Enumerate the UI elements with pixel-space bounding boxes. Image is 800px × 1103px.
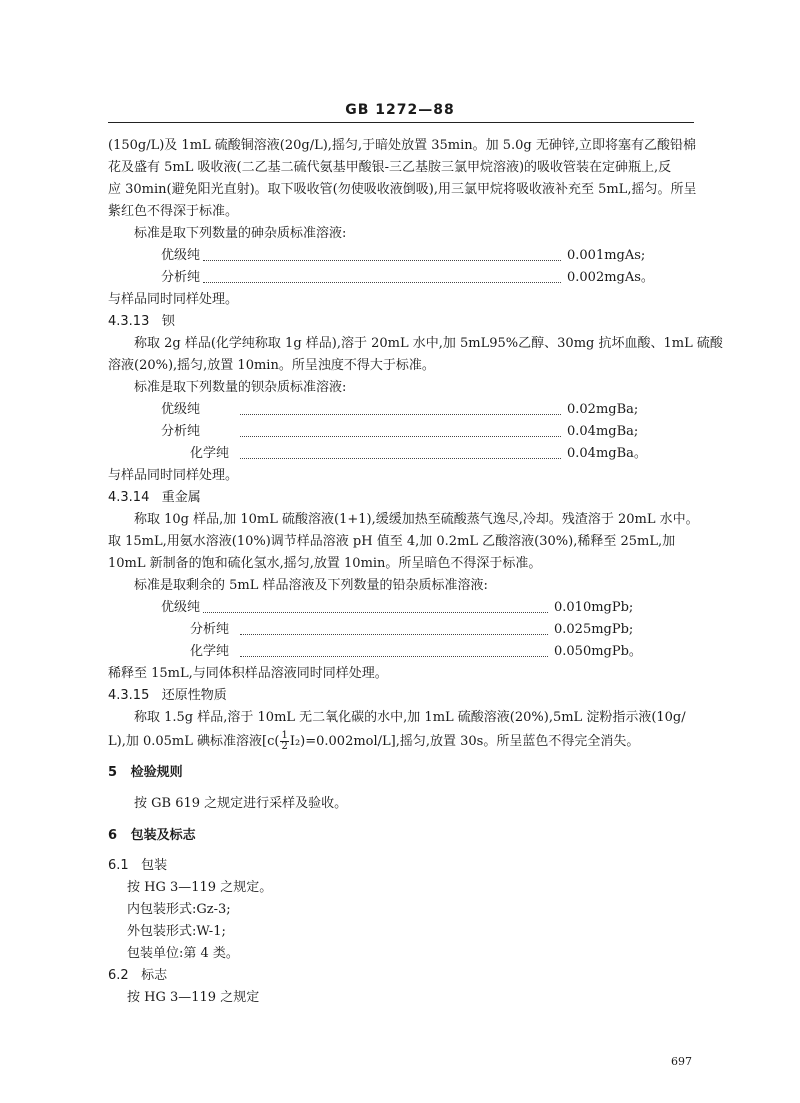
arsenic-line-4: 紫红色不得深于标准。 xyxy=(108,204,239,219)
reducing-line-1: 称取 1.5g 样品,溶于 10mL 无二氧化碳的水中,加 1mL 硫酸溶液(20%),5mL 淀粉指示液(10g/ xyxy=(134,710,686,725)
barium-amount-3: 0.04mgBa。 xyxy=(567,446,647,461)
heavy-metals-grade-3: 化学纯 xyxy=(190,644,230,659)
packaging-line-4: 包装单位:第 4 类。 xyxy=(127,946,239,961)
dot-leader xyxy=(240,436,561,437)
section-number: 4.3.15 xyxy=(108,688,150,703)
heavy-metals-grade-2: 分析纯 xyxy=(190,622,230,637)
heavy-metals-tail: 稀释至 15mL,与同体积样品溶液同时同样处理。 xyxy=(108,666,388,681)
page-number: 697 xyxy=(671,1055,692,1068)
heavy-metals-standard-intro: 标准是取剩余的 5mL 样品溶液及下列数量的铅杂质标准溶液: xyxy=(134,578,488,593)
arsenic-line-2: 花及盛有 5mL 吸收液(二乙基二硫代氨基甲酸银-三乙基胺三氯甲烷溶液)的吸收管装在定砷瓶上,反 xyxy=(108,160,672,175)
section-6-heading xyxy=(108,829,196,842)
dot-leader xyxy=(240,458,561,459)
section-5-body: 按 GB 619 之规定进行采样及验收。 xyxy=(134,796,348,811)
arsenic-standard-intro: 标准是取下列数量的砷杂质标准溶液: xyxy=(134,226,347,241)
section-title: 包装 xyxy=(141,858,168,873)
section-number: 6 xyxy=(108,828,118,843)
barium-line-2: 溶液(20%),摇匀,放置 10min。所呈浊度不得大于标准。 xyxy=(108,358,435,373)
section-number: 6.1 xyxy=(108,858,129,873)
barium-line-1: 称取 2g 样品(化学纯称取 1g 样品),溶于 20mL 水中,加 5mL95%乙醇、30mg 抗坏血酸、1mL 硫酸 xyxy=(134,336,723,351)
section-number: 4.3.14 xyxy=(108,490,150,505)
barium-grade-1: 优级纯 xyxy=(161,402,201,417)
barium-grade-3: 化学纯 xyxy=(190,446,230,461)
dot-leader xyxy=(240,634,548,635)
reducing-line-2-end: I₂)=0.002mol/L],摇匀,放置 30s。所呈蓝色不得完全消失。 xyxy=(289,734,640,749)
fraction-numerator: 1 xyxy=(281,730,288,741)
heavy-metals-grade-1: 优级纯 xyxy=(161,600,201,615)
fraction-denominator: 2 xyxy=(281,741,288,752)
packaging-line-3: 外包装形式:W-1; xyxy=(127,924,226,939)
arsenic-line-3: 应 30min(避免阳光直射)。取下吸收管(勿使吸收液倒吸),用三氯甲烷将吸收液补充至 5mL,摇匀。所呈 xyxy=(108,182,697,197)
heavy-metals-line-3: 10mL 新制备的饱和硫化氢水,摇匀,放置 10min。所呈暗色不得深于标准。 xyxy=(108,556,542,571)
barium-amount-2: 0.04mgBa; xyxy=(567,424,639,439)
section-4-3-13-heading xyxy=(108,315,175,328)
section-4-3-15-heading xyxy=(108,689,227,702)
reducing-line-2 xyxy=(108,731,639,752)
section-6-1-heading xyxy=(108,859,167,872)
section-number: 4.3.13 xyxy=(108,314,150,329)
heavy-metals-amount-2: 0.025mgPb; xyxy=(554,622,634,637)
section-title: 包装及标志 xyxy=(130,828,196,843)
section-title: 钡 xyxy=(161,314,175,329)
arsenic-grade-2: 分析纯 xyxy=(161,270,201,285)
fraction xyxy=(280,731,288,752)
dot-leader xyxy=(203,260,561,261)
section-title: 标志 xyxy=(141,968,168,983)
dot-leader xyxy=(203,612,548,613)
section-title: 检验规则 xyxy=(130,765,183,780)
arsenic-amount-2: 0.002mgAs。 xyxy=(567,270,654,285)
heavy-metals-amount-1: 0.010mgPb; xyxy=(554,600,634,615)
section-title: 重金属 xyxy=(161,490,201,505)
dot-leader xyxy=(203,282,561,283)
arsenic-grade-1: 优级纯 xyxy=(161,248,201,263)
section-title: 还原性物质 xyxy=(161,688,227,703)
barium-grade-2: 分析纯 xyxy=(161,424,201,439)
barium-amount-1: 0.02mgBa; xyxy=(567,402,639,417)
arsenic-amount-1: 0.001mgAs; xyxy=(567,248,646,263)
arsenic-line-1: (150g/L)及 1mL 硫酸铜溶液(20g/L),摇匀,于暗处放置 35min。加 5.0g 无砷锌,立即将塞有乙酸铅棉 xyxy=(108,138,696,153)
heavy-metals-line-1: 称取 10g 样品,加 10mL 硫酸溶液(1+1),缓缓加热至硫酸蒸气逸尽,冷却。残渣溶于 20mL 水中。 xyxy=(134,512,699,527)
heavy-metals-line-2: 取 15mL,用氨水溶液(10%)调节样品溶液 pH 值至 4,加 0.2mL 乙酸溶液(30%),稀释至 25mL,加 xyxy=(108,534,676,549)
section-number: 5 xyxy=(108,765,118,780)
barium-tail: 与样品同时同样处理。 xyxy=(108,468,239,483)
arsenic-tail: 与样品同时同样处理。 xyxy=(108,292,239,307)
standard-code-header: GB 1272—88 xyxy=(345,102,455,118)
packaging-line-1: 按 HG 3—119 之规定。 xyxy=(127,880,273,895)
reducing-line-2-start: L),加 0.05mL 碘标准溶液[c( xyxy=(108,734,280,749)
barium-standard-intro: 标准是取下列数量的钡杂质标准溶液: xyxy=(134,380,347,395)
dot-leader xyxy=(240,414,561,415)
header-rule xyxy=(108,122,694,123)
marking-line: 按 HG 3—119 之规定 xyxy=(127,990,260,1005)
heavy-metals-amount-3: 0.050mgPb。 xyxy=(554,644,642,659)
section-4-3-14-heading xyxy=(108,491,201,504)
section-6-2-heading xyxy=(108,969,167,982)
dot-leader xyxy=(240,656,548,657)
packaging-line-2: 内包装形式:Gz-3; xyxy=(127,902,231,917)
section-number: 6.2 xyxy=(108,968,129,983)
section-5-heading xyxy=(108,766,183,779)
